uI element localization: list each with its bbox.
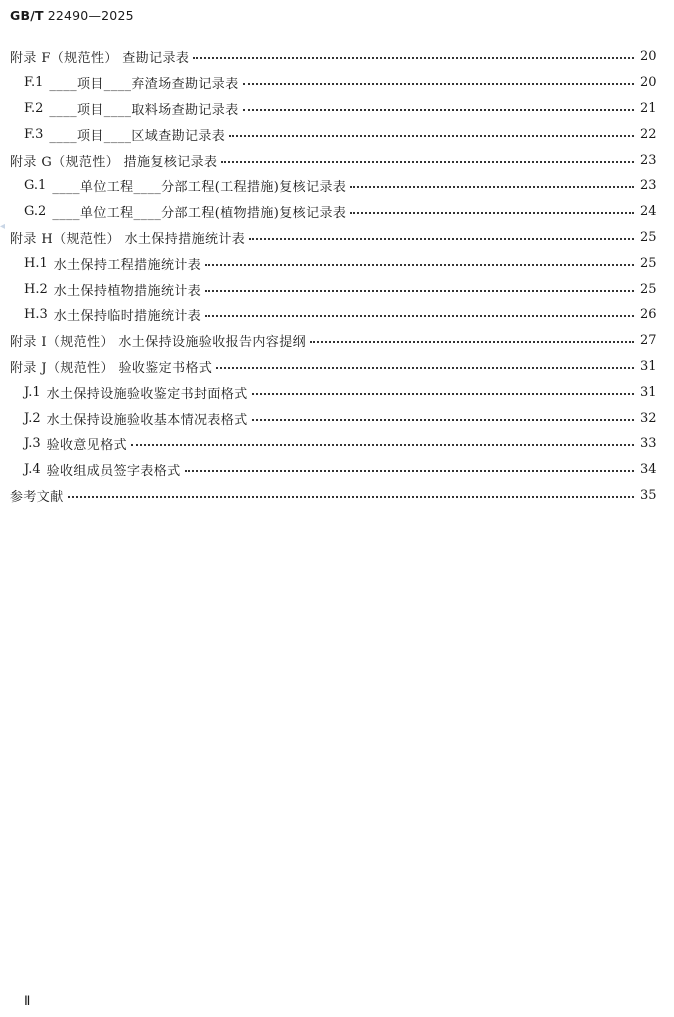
dot-leader xyxy=(205,263,634,266)
toc-entry-title: 附录 J（规范性） 验收鉴定书格式 xyxy=(10,360,213,376)
toc-entry[interactable] xyxy=(10,173,656,199)
toc-page-number: 23 xyxy=(640,152,657,168)
toc-page-number: 33 xyxy=(640,436,657,452)
toc-entry[interactable] xyxy=(10,457,656,483)
toc-entry-title: ____单位工程____分部工程(植物措施)复核记录表 xyxy=(52,206,347,222)
toc-entry[interactable] xyxy=(10,302,656,328)
toc-entry-number: H.2 xyxy=(24,281,48,297)
toc-entry[interactable] xyxy=(10,431,656,457)
toc-entry[interactable] xyxy=(10,328,656,354)
toc-entry-number: G.1 xyxy=(24,178,47,194)
dot-leader xyxy=(249,237,634,240)
toc-page-number: 25 xyxy=(640,281,657,297)
dot-leader xyxy=(131,443,634,446)
toc-entry-title: 水土保持工程措施统计表 xyxy=(53,257,202,273)
margin-mark-icon: ◂ xyxy=(0,221,6,232)
toc-entry-number: F.1 xyxy=(24,75,44,91)
toc-entry-title: ____项目____弃渣场查勘记录表 xyxy=(49,77,239,93)
page-number: Ⅱ xyxy=(24,993,31,1008)
toc-entry[interactable] xyxy=(10,44,656,70)
toc-entry-number: J.2 xyxy=(24,410,41,426)
dot-leader xyxy=(229,134,634,137)
dot-leader xyxy=(252,418,634,421)
toc-entry-title: ____项目____区域查勘记录表 xyxy=(49,128,226,144)
toc-entry[interactable] xyxy=(10,483,656,509)
dot-leader xyxy=(243,108,634,111)
toc-entry[interactable] xyxy=(10,121,656,147)
dot-leader xyxy=(205,289,634,292)
toc-page-number: 25 xyxy=(640,229,657,245)
table-of-contents xyxy=(10,44,656,508)
toc-entry-title: 验收组成员签字表格式 xyxy=(46,464,181,480)
toc-page-number: 24 xyxy=(640,204,657,220)
toc-entry[interactable] xyxy=(10,96,656,122)
dot-leader xyxy=(252,392,634,395)
toc-page-number: 20 xyxy=(640,49,657,65)
toc-page-number: 23 xyxy=(640,178,657,194)
toc-entry-number: H.3 xyxy=(24,307,48,323)
toc-page-number: 27 xyxy=(640,333,657,349)
toc-entry-number: J.1 xyxy=(24,384,41,400)
toc-entry-number: J.4 xyxy=(24,462,41,478)
toc-entry-title: 水土保持设施验收基本情况表格式 xyxy=(46,412,248,428)
toc-entry-number: J.3 xyxy=(24,436,41,452)
toc-entry-title: 水土保持临时措施统计表 xyxy=(53,309,202,325)
toc-page-number: 31 xyxy=(640,358,657,374)
toc-page-number: 21 xyxy=(640,100,657,116)
toc-page-number: 35 xyxy=(640,487,657,503)
toc-entry[interactable] xyxy=(10,199,656,225)
toc-entry-title: ____项目____取料场查勘记录表 xyxy=(49,102,239,118)
dot-leader xyxy=(310,340,634,343)
toc-entry[interactable] xyxy=(10,250,656,276)
standard-code xyxy=(10,8,134,23)
toc-entry-title: 附录 F（规范性） 查勘记录表 xyxy=(10,51,190,67)
toc-entry[interactable] xyxy=(10,354,656,380)
dot-leader xyxy=(350,185,634,188)
toc-entry-title: 验收意见格式 xyxy=(46,438,128,454)
toc-entry-title: 水土保持设施验收鉴定书封面格式 xyxy=(46,386,248,402)
toc-entry-number: G.2 xyxy=(24,204,47,220)
toc-entry[interactable] xyxy=(10,147,656,173)
toc-entry-number: F.3 xyxy=(24,126,44,142)
toc-entry[interactable] xyxy=(10,70,656,96)
standard-number: 22490—2025 xyxy=(47,8,134,23)
toc-entry-number: F.2 xyxy=(24,100,44,116)
dot-leader xyxy=(350,211,634,214)
toc-entry-number: H.1 xyxy=(24,255,48,271)
toc-entry[interactable] xyxy=(10,225,656,251)
toc-page-number: 25 xyxy=(640,255,657,271)
toc-page-number: 32 xyxy=(640,410,657,426)
toc-page-number: 20 xyxy=(640,75,657,91)
toc-page-number: 31 xyxy=(640,384,657,400)
toc-entry[interactable] xyxy=(10,405,656,431)
toc-page-number: 22 xyxy=(640,126,657,142)
dot-leader xyxy=(185,469,634,472)
toc-entry-title: 参考文献 xyxy=(10,489,64,505)
toc-page-number: 26 xyxy=(640,307,657,323)
toc-entry[interactable] xyxy=(10,379,656,405)
dot-leader xyxy=(205,314,634,317)
dot-leader xyxy=(216,366,634,369)
dot-leader xyxy=(193,56,634,59)
toc-entry-title: 附录 I（规范性） 水土保持设施验收报告内容提纲 xyxy=(10,335,307,351)
toc-entry-title: 附录 G（规范性） 措施复核记录表 xyxy=(10,154,218,170)
dot-leader xyxy=(221,160,634,163)
dot-leader xyxy=(243,82,634,85)
toc-entry[interactable] xyxy=(10,276,656,302)
toc-page-number: 34 xyxy=(640,462,657,478)
toc-entry-title: 附录 H（规范性） 水土保持措施统计表 xyxy=(10,231,246,247)
toc-entry-title: 水土保持植物措施统计表 xyxy=(53,283,202,299)
standard-prefix: GB/T xyxy=(10,8,44,23)
toc-entry-title: ____单位工程____分部工程(工程措施)复核记录表 xyxy=(52,180,347,196)
dot-leader xyxy=(68,495,634,498)
